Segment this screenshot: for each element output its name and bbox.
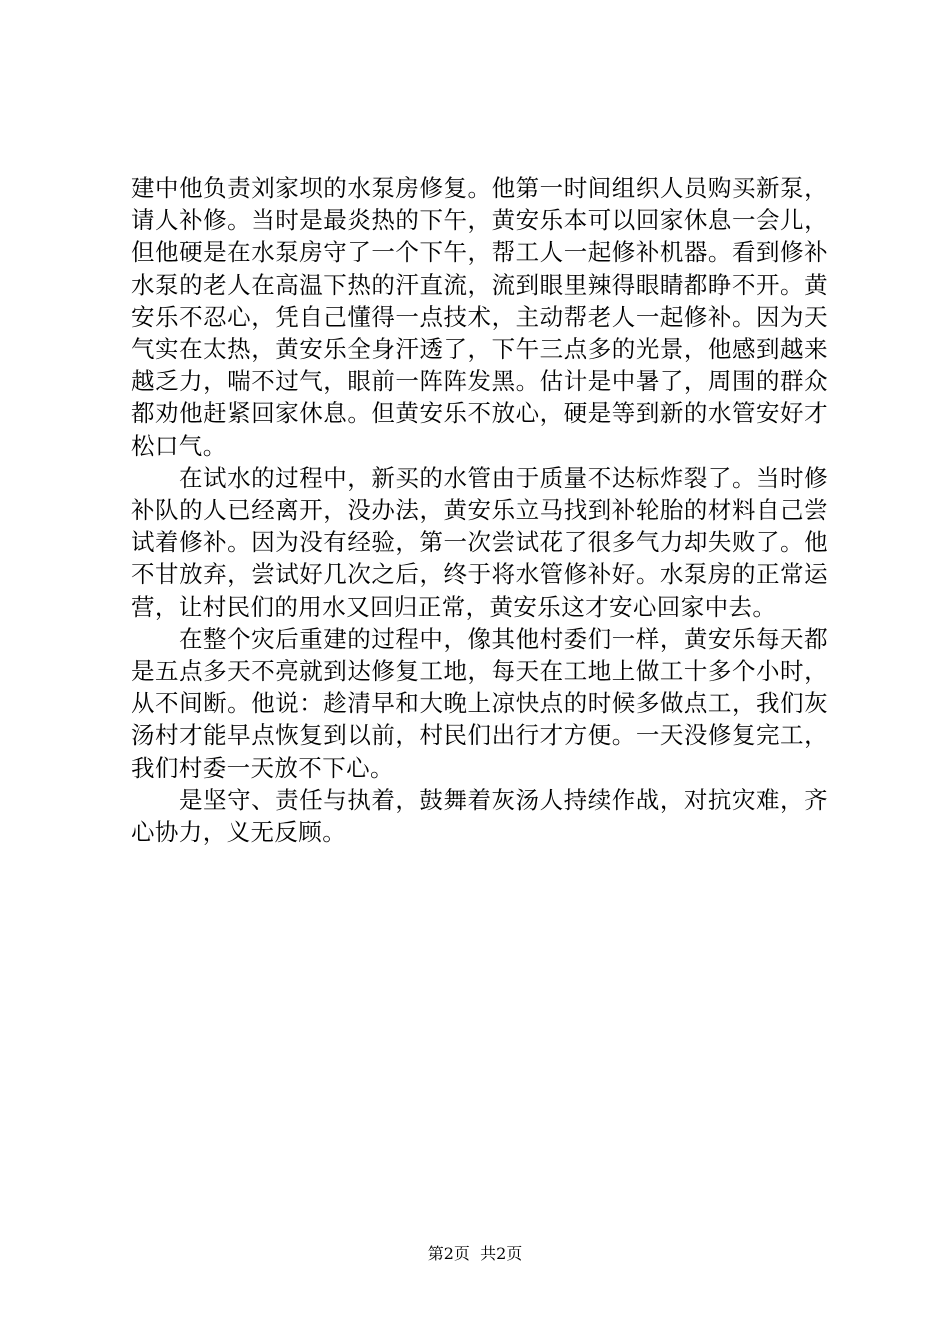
page-number-label: 第2页 共2页: [427, 1244, 523, 1263]
paragraph-conclusion: 是坚守、责任与执着，鼓舞着灰汤人持续作战，对抗灾难，齐心协力，义无反顾。: [131, 785, 828, 847]
paragraph-reconstruction: 在整个灾后重建的过程中，像其他村委们一样，黄安乐每天都是五点多天不亮就到达修复工地，每天在工地上做工十多个小时，从不间断。他说：趁清早和大晚上凉快点的时候多做点工，我们灰汤村才能早点恢复到以前，村民们出行才方便。一天没修复完工，我们村委一天放不下心。: [131, 624, 828, 782]
page-footer: [0, 1244, 950, 1264]
document-body: [131, 172, 828, 848]
paragraph-continuation: 建中他负责刘家坝的水泵房修复。他第一时间组织人员购买新泵，请人补修。当时是最炎热的下午，黄安乐本可以回家休息一会儿，但他硬是在水泵房守了一个下午，帮工人一起修补机器。看到修补水泵的老人在高温下热的汗直流，流到眼里辣得眼睛都睁不开。黄安乐不忍心，凭自己懂得一点技术，主动帮老人一起修补。因为天气实在太热，黄安乐全身汗透了，下午三点多的光景，他感到越来越乏力，喘不过气，眼前一阵阵发黑。估计是中暑了，周围的群众都劝他赶紧回家休息。但黄安乐不放心，硬是等到新的水管安好才松口气。: [131, 174, 828, 460]
paragraph-water-test: 在试水的过程中，新买的水管由于质量不达标炸裂了。当时修补队的人已经离开，没办法，黄安乐立马找到补轮胎的材料自己尝试着修补。因为没有经验，第一次尝试花了很多气力却失败了。他不甘放弃，尝试好几次之后，终于将水管修补好。水泵房的正常运营，让村民们的用水又回归正常，黄安乐这才安心回家中去。: [131, 463, 828, 621]
